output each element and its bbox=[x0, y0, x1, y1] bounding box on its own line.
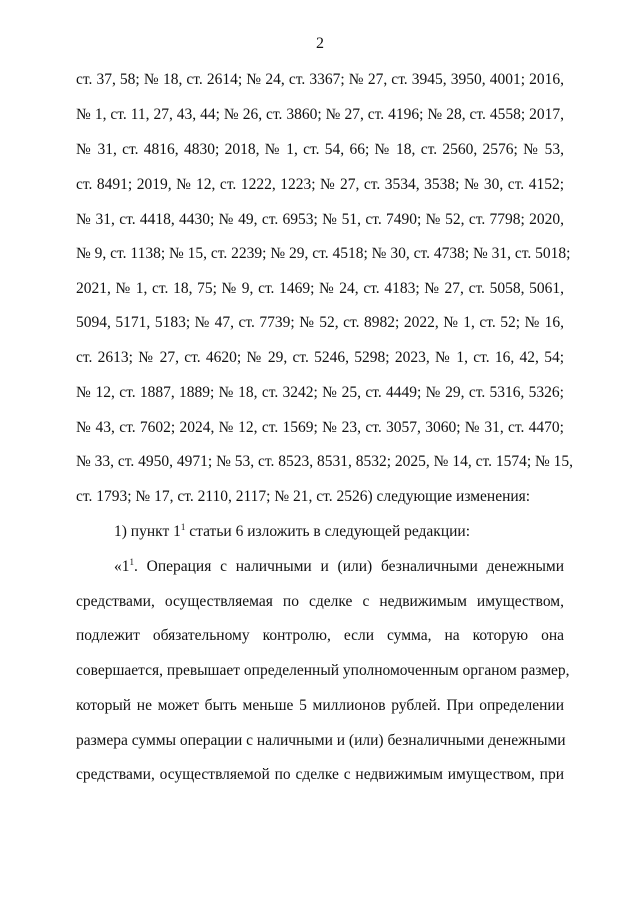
quote-line: подлежит обязательному контролю, если сумма, на которую она bbox=[76, 627, 564, 644]
text-line: ст. 8491; 2019, № 12, ст. 1222, 1223; № 27, ст. 3534, 3538; № 30, ст. 4152; bbox=[76, 176, 564, 193]
text-line: № 12, ст. 1887, 1889; № 18, ст. 3242; № 25, ст. 4449; № 29, ст. 5316, 5326; bbox=[76, 384, 564, 401]
quote-text-start: «1 bbox=[114, 558, 130, 575]
quote-line: средствами, осуществляемой по сделке с недвижимым имуществом, при bbox=[76, 766, 564, 783]
quote-line: который не может быть меньше 5 миллионов рублей. При определении bbox=[76, 697, 564, 714]
item-1-text-start: 1) пункт 1 bbox=[114, 523, 181, 540]
text-line: № 33, ст. 4950, 4971; № 53, ст. 8523, 8531, 8532; 2025, № 14, ст. 1574; № 15, bbox=[76, 453, 574, 470]
quote-line: совершается, превышает определенный уполномоченным органом размер, bbox=[76, 662, 570, 679]
page-number: 2 bbox=[316, 35, 324, 52]
text-line: № 43, ст. 7602; 2024, № 12, ст. 1569; № 23, ст. 3057, 3060; № 31, ст. 4470; bbox=[76, 419, 564, 436]
quote-line: средствами, осуществляемая по сделке с недвижимым имуществом, bbox=[76, 593, 564, 610]
quote-line: размера суммы операции с наличными и (или) безналичными денежными bbox=[76, 732, 566, 749]
text-line: ст. 2613; № 27, ст. 4620; № 29, ст. 5246, 5298; 2023, № 1, ст. 16, 42, 54; bbox=[76, 349, 564, 366]
item-1-superscript: 1 bbox=[180, 522, 186, 532]
text-line: 5094, 5171, 5183; № 47, ст. 7739; № 52, ст. 8982; 2022, № 1, ст. 52; № 16, bbox=[76, 314, 564, 331]
quote-text-end: . Операция с наличными и (или) безналичными денежными bbox=[134, 558, 564, 575]
text-line: ст. 1793; № 17, ст. 2110, 2117; № 21, ст. 2526) следующие изменения: bbox=[76, 488, 531, 505]
text-line: № 31, ст. 4418, 4430; № 49, ст. 6953; № 51, ст. 7490; № 52, ст. 7798; 2020, bbox=[76, 211, 564, 228]
quote-superscript: 1 bbox=[129, 557, 134, 567]
text-line: № 9, ст. 1138; № 15, ст. 2239; № 29, ст. 4518; № 30, ст. 4738; № 31, ст. 5018; bbox=[76, 245, 571, 262]
text-line: № 1, ст. 11, 27, 43, 44; № 26, ст. 3860; № 27, ст. 4196; № 28, ст. 4558; 2017, bbox=[76, 106, 564, 123]
text-line: № 31, ст. 4816, 4830; 2018, № 1, ст. 54, 66; № 18, ст. 2560, 2576; № 53, bbox=[76, 141, 564, 158]
quote-first-line bbox=[114, 557, 564, 577]
text-line: 2021, № 1, ст. 18, 75; № 9, ст. 1469; № 24, ст. 4183; № 27, ст. 5058, 5061, bbox=[76, 280, 564, 297]
text-line: ст. 37, 58; № 18, ст. 2614; № 24, ст. 3367; № 27, ст. 3945, 3950, 4001; 2016, bbox=[76, 71, 564, 88]
item-1-text-end: статьи 6 изложить в следующей редакции: bbox=[185, 523, 471, 540]
item-1-heading bbox=[114, 522, 564, 542]
